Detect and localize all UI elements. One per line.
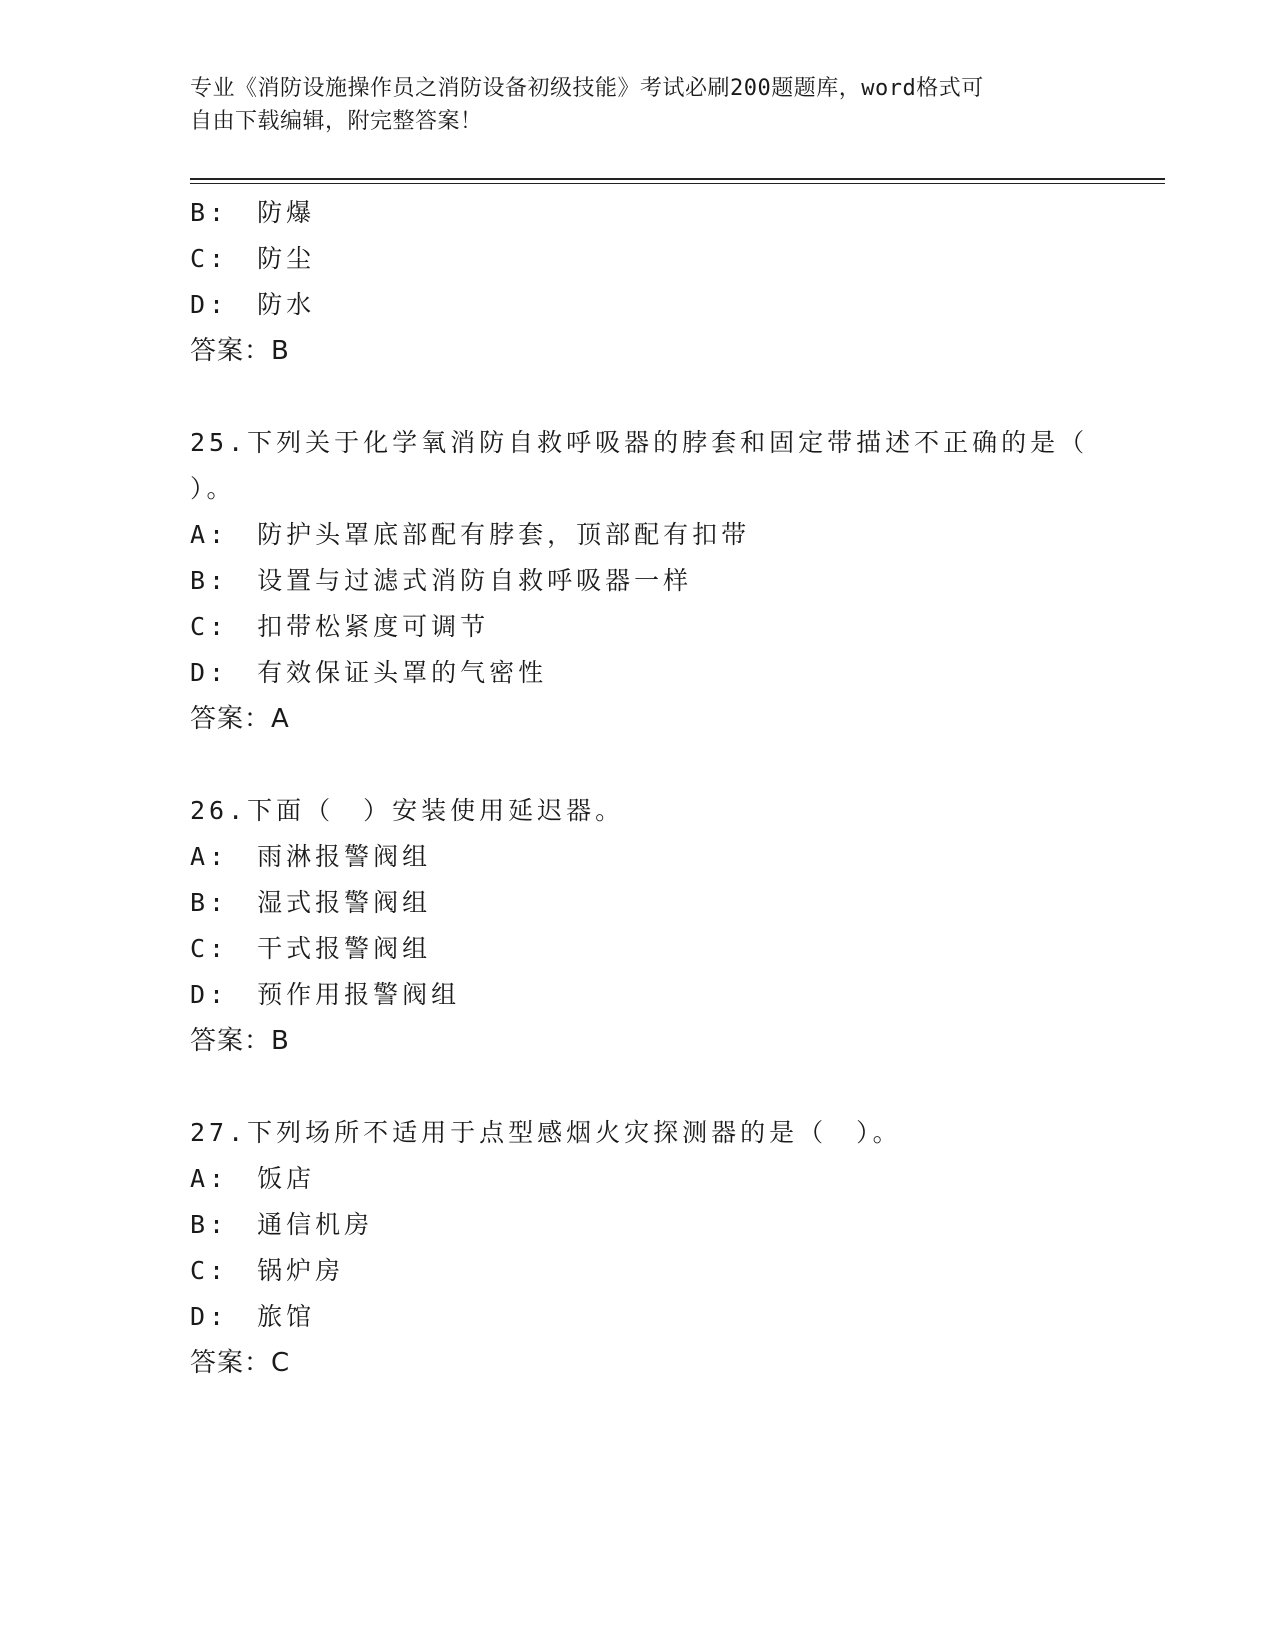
- question-list: [190, 190, 1090, 1386]
- question-stem: 25.下列关于化学氧消防自救呼吸器的脖套和固定带描述不正确的是（: [190, 428, 1089, 457]
- option-d: [190, 1294, 1090, 1340]
- document-header: [190, 72, 1090, 138]
- option-label: A:: [190, 842, 229, 871]
- option-text: 防尘: [257, 244, 316, 273]
- option-a: [190, 834, 1090, 880]
- answer-line: 答案：B: [190, 1026, 290, 1056]
- question-stem-continued: ）。: [190, 474, 236, 503]
- option-text: 有效保证头罩的气密性: [257, 658, 548, 687]
- question-stem: 27.下列场所不适用于点型感烟火灾探测器的是（ ）。: [190, 1118, 902, 1147]
- option-d: [190, 650, 1090, 696]
- option-label: B:: [190, 198, 229, 227]
- question-26: [190, 788, 1090, 1064]
- option-text: 饭店: [257, 1164, 316, 1193]
- option-b: [190, 190, 1090, 236]
- option-label: C:: [190, 934, 229, 963]
- option-b: [190, 880, 1090, 926]
- option-label: D:: [190, 1302, 229, 1331]
- option-text: 防护头罩底部配有脖套，顶部配有扣带: [257, 520, 751, 549]
- option-c: [190, 1248, 1090, 1294]
- option-text: 通信机房: [257, 1210, 374, 1239]
- option-a: [190, 512, 1090, 558]
- spacer: [190, 742, 1090, 788]
- question-25: [190, 420, 1090, 742]
- option-b: [190, 558, 1090, 604]
- option-c: [190, 926, 1090, 972]
- option-text: 设置与过滤式消防自救呼吸器一样: [257, 566, 693, 595]
- option-label: B:: [190, 1210, 229, 1239]
- option-a: [190, 1156, 1090, 1202]
- answer-line: 答案：B: [190, 336, 290, 366]
- option-text: 雨淋报警阀组: [257, 842, 432, 871]
- option-text: 预作用报警阀组: [257, 980, 461, 1009]
- option-d: [190, 972, 1090, 1018]
- option-label: B:: [190, 888, 229, 917]
- option-d: [190, 282, 1090, 328]
- option-label: A:: [190, 520, 229, 549]
- option-text: 旅馆: [257, 1302, 316, 1331]
- option-label: B:: [190, 566, 229, 595]
- option-text: 锅炉房: [257, 1256, 345, 1285]
- option-c: [190, 604, 1090, 650]
- option-text: 扣带松紧度可调节: [257, 612, 490, 641]
- header-divider-thick: [190, 178, 1165, 180]
- option-text: 干式报警阀组: [257, 934, 432, 963]
- answer-line: 答案：C: [190, 1348, 291, 1378]
- option-text: 湿式报警阀组: [257, 888, 432, 917]
- header-line-1: 专业《消防设施操作员之消防设备初级技能》考试必刷200题题库，word格式可: [190, 76, 984, 101]
- question-stem: 26.下面（ ）安装使用延迟器。: [190, 796, 625, 825]
- option-b: [190, 1202, 1090, 1248]
- option-text: 防爆: [257, 198, 316, 227]
- option-label: D:: [190, 980, 229, 1009]
- option-label: C:: [190, 244, 229, 273]
- option-label: D:: [190, 290, 229, 319]
- option-label: A:: [190, 1164, 229, 1193]
- question-27: [190, 1110, 1090, 1386]
- option-text: 防水: [257, 290, 316, 319]
- header-line-2: 自由下载编辑，附完整答案！: [190, 109, 483, 134]
- spacer: [190, 1064, 1090, 1110]
- option-label: D:: [190, 658, 229, 687]
- option-c: [190, 236, 1090, 282]
- question-partial: [190, 190, 1090, 374]
- spacer: [190, 374, 1090, 420]
- answer-line: 答案：A: [190, 704, 290, 734]
- option-label: C:: [190, 612, 229, 641]
- option-label: C:: [190, 1256, 229, 1285]
- header-divider-thin: [190, 183, 1165, 184]
